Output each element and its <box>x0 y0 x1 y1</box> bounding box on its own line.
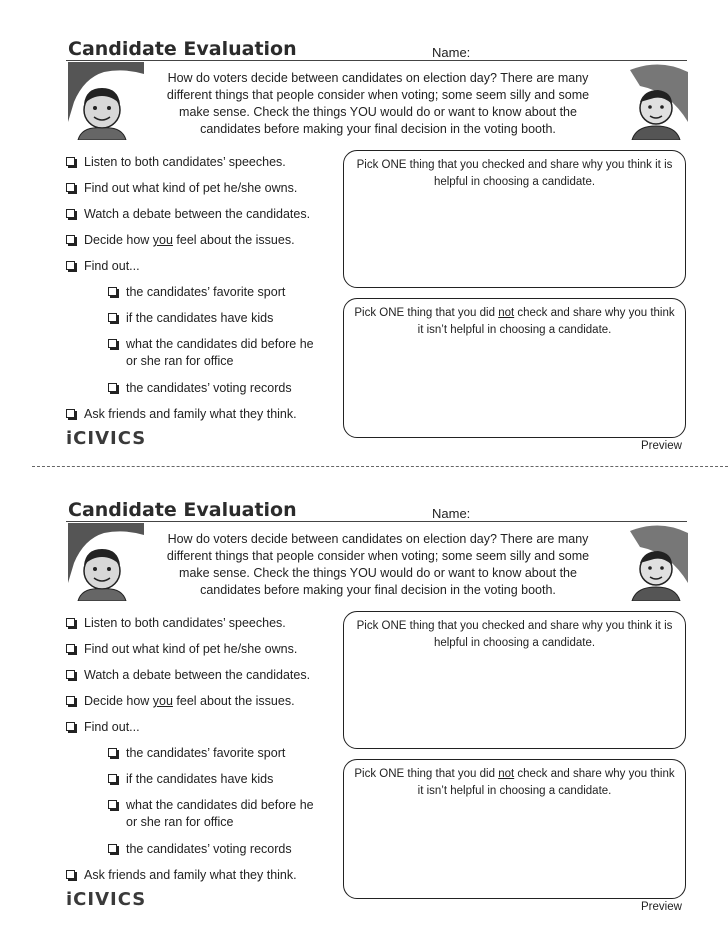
list-item[interactable]: Ask friends and family what they think. <box>66 406 297 423</box>
checkbox[interactable] <box>66 235 75 244</box>
sub-list-item[interactable]: if the candidates have kids <box>108 310 273 327</box>
sub-list-item[interactable]: if the candidates have kids <box>108 771 273 788</box>
checkbox[interactable] <box>108 313 117 322</box>
preview-label: Preview <box>641 901 682 913</box>
checkbox[interactable] <box>66 261 75 270</box>
worksheet-bottom <box>0 461 728 931</box>
checkbox[interactable] <box>108 383 117 392</box>
sub-list-item[interactable]: what the candidates did before he or she ran for office <box>108 336 314 370</box>
list-item[interactable]: Listen to both candidates’ speeches. <box>66 615 286 632</box>
list-item[interactable]: Find out what kind of pet he/she owns. <box>66 641 297 658</box>
worksheet-title: Candidate Evaluation <box>68 499 297 521</box>
checkbox[interactable] <box>108 339 117 348</box>
checkbox[interactable] <box>108 287 117 296</box>
sub-list-item[interactable]: the candidates’ voting records <box>108 841 292 858</box>
checkbox[interactable] <box>66 157 75 166</box>
not-checked-answer-box[interactable]: Pick ONE thing that you did not check and share why you think it isn’t helpful in choosing a candidate. <box>343 298 686 438</box>
right-mascot-icon <box>620 62 688 140</box>
header-rule <box>66 60 687 61</box>
checkbox[interactable] <box>66 722 75 731</box>
left-mascot-icon <box>64 62 144 140</box>
not-checked-answer-box[interactable]: Pick ONE thing that you did not check and share why you think it isn’t helpful in choosing a candidate. <box>343 759 686 899</box>
sub-list-item[interactable]: the candidates’ voting records <box>108 380 292 397</box>
intro-text: How do voters decide between candidates on election day? There are many different things that people consider when voting; some seem silly and some make sense. Check the things YOU would do or want to know about the candidates before making your final decision in the voting booth. <box>166 71 590 136</box>
sub-list-item[interactable]: the candidates’ favorite sport <box>108 745 285 762</box>
checked-answer-box[interactable]: Pick ONE thing that you checked and share why you think it is helpful in choosing a candidate. <box>343 611 686 749</box>
checkbox[interactable] <box>66 670 75 679</box>
preview-label: Preview <box>641 440 682 452</box>
checkbox[interactable] <box>108 748 117 757</box>
checkbox[interactable] <box>66 209 75 218</box>
worksheet-title: Candidate Evaluation <box>68 38 297 60</box>
sub-list-item[interactable]: the candidates’ favorite sport <box>108 284 285 301</box>
list-item[interactable]: Ask friends and family what they think. <box>66 867 297 884</box>
checkbox[interactable] <box>108 800 117 809</box>
list-item[interactable]: Watch a debate between the candidates. <box>66 667 310 684</box>
name-label: Name: <box>432 506 471 521</box>
header-rule <box>66 521 687 522</box>
checkbox[interactable] <box>108 774 117 783</box>
list-item[interactable]: Find out... <box>66 719 140 736</box>
list-item[interactable]: Find out what kind of pet he/she owns. <box>66 180 297 197</box>
checkbox[interactable] <box>66 644 75 653</box>
checkbox[interactable] <box>66 183 75 192</box>
worksheet-top <box>0 0 728 470</box>
list-item[interactable]: Find out... <box>66 258 140 275</box>
checkbox[interactable] <box>66 409 75 418</box>
checkbox[interactable] <box>66 618 75 627</box>
checkbox[interactable] <box>108 844 117 853</box>
checked-answer-box[interactable]: Pick ONE thing that you checked and share why you think it is helpful in choosing a candidate. <box>343 150 686 288</box>
list-item[interactable]: Decide how you feel about the issues. <box>66 232 295 249</box>
list-item[interactable]: Watch a debate between the candidates. <box>66 206 310 223</box>
icivics-logo: iCIVICS <box>66 428 147 449</box>
right-mascot-icon <box>620 523 688 601</box>
name-label: Name: <box>432 45 471 60</box>
left-mascot-icon <box>64 523 144 601</box>
checkbox[interactable] <box>66 870 75 879</box>
checkbox[interactable] <box>66 696 75 705</box>
list-item[interactable]: Listen to both candidates’ speeches. <box>66 154 286 171</box>
sub-list-item[interactable]: what the candidates did before he or she ran for office <box>108 797 314 831</box>
list-item[interactable]: Decide how you feel about the issues. <box>66 693 295 710</box>
icivics-logo: iCIVICS <box>66 889 147 910</box>
intro-text: How do voters decide between candidates on election day? There are many different things that people consider when voting; some seem silly and some make sense. Check the things YOU would do or want to know about the candidates before making your final decision in the voting booth. <box>166 532 590 597</box>
